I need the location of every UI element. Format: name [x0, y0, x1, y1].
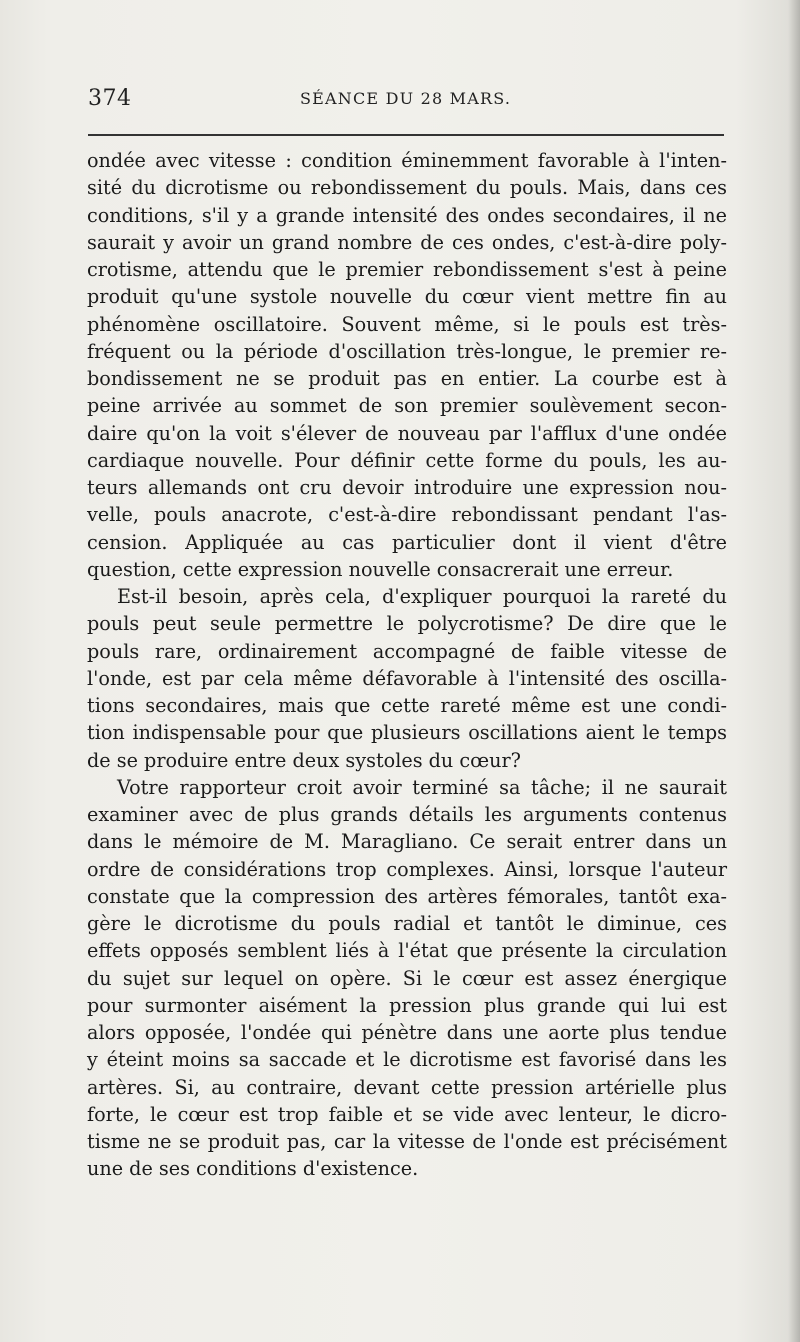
- text-line: pouls rare, ordinairement accompagné de faible vitesse de: [87, 639, 727, 663]
- text-line: y éteint moins sa saccade et le dicrotisme est favorisé dans les: [87, 1048, 727, 1072]
- text-line: Est-il besoin, après cela, d'expliquer pourquoi la rareté du: [117, 585, 727, 608]
- text-line: tion indispensable pour que plusieurs oscillations aient le temps: [87, 721, 727, 745]
- text-line: dans le mémoire de M. Maragliano. Ce serait entrer dans un: [87, 830, 727, 854]
- text-line: question, cette expression nouvelle consacrerait une erreur.: [87, 557, 674, 581]
- text-line: daire qu'on la voit s'élever de nouveau par l'afflux d'une ondée: [87, 421, 727, 445]
- text-line: constate que la compression des artères fémorales, tantôt exa-: [87, 884, 727, 908]
- text-line: examiner avec de plus grands détails les arguments contenus: [87, 803, 727, 826]
- text-line: crotisme, attendu que le premier rebondissement s'est à peine: [87, 258, 727, 281]
- text-line: peine arrivée au sommet de son premier soulèvement secon-: [87, 394, 727, 418]
- text-line: gère le dicrotisme du pouls radial et tantôt le diminue, ces: [87, 912, 727, 935]
- text-line: ordre de considérations trop complexes. Ainsi, lorsque l'auteur: [87, 857, 727, 881]
- page-header: [88, 86, 724, 118]
- text-line: velle, pouls anacrote, c'est-à-dire rebondissant pendant l'as-: [87, 503, 727, 527]
- text-line: cension. Appliquée au cas particulier dont il vient d'être: [87, 530, 727, 554]
- text-line: fréquent ou la période d'oscillation très-longue, le premier re-: [87, 339, 727, 363]
- text-line: de se produire entre deux systoles du cœur?: [87, 748, 521, 772]
- text-line: saurait y avoir un grand nombre de ces ondes, c'est-à-dire poly-: [87, 230, 727, 254]
- text-line: du sujet sur lequel on opère. Si le cœur est assez énergique: [87, 966, 727, 990]
- text-line: effets opposés semblent liés à l'état que présente la circulation: [87, 939, 727, 963]
- text-line: alors opposée, l'ondée qui pénètre dans une aorte plus tendue: [87, 1021, 727, 1044]
- text-line: une de ses conditions d'existence.: [87, 1157, 419, 1181]
- page-number: 374: [88, 86, 132, 111]
- running-head: SÉANCE DU 28 MARS.: [300, 89, 512, 108]
- text-line: ondée avec vitesse : condition éminemment favorable à l'inten-: [87, 149, 727, 172]
- body-text: [87, 147, 727, 1183]
- text-line: sité du dicrotisme ou rebondissement du pouls. Mais, dans ces: [87, 176, 727, 200]
- text-line: tisme ne se produit pas, car la vitesse de l'onde est précisément: [87, 1130, 727, 1153]
- text-line: Votre rapporteur croit avoir terminé sa tâche; il ne saurait: [117, 775, 727, 799]
- text-line: phénomène oscillatoire. Souvent même, si le pouls est très-: [87, 312, 727, 336]
- text-line: tions secondaires, mais que cette rareté même est une condi-: [87, 694, 727, 717]
- text-line: l'onde, est par cela même défavorable à l'intensité des oscilla-: [87, 666, 727, 690]
- text-line: pouls peut seule permettre le polycrotisme? De dire que le: [87, 612, 727, 636]
- text-line: artères. Si, au contraire, devant cette pression artérielle plus: [87, 1075, 727, 1099]
- text-line: conditions, s'il y a grande intensité des ondes secondaires, il ne: [87, 203, 727, 227]
- text-line: pour surmonter aisément la pression plus grande qui lui est: [87, 993, 727, 1017]
- page-edge-shadow: [788, 0, 800, 1342]
- text-line: produit qu'une systole nouvelle du cœur vient mettre fin au: [87, 285, 727, 309]
- text-line: cardiaque nouvelle. Pour définir cette forme du pouls, les au-: [87, 448, 727, 472]
- header-rule: [88, 134, 724, 136]
- text-line: bondissement ne se produit pas en entier. La courbe est à: [87, 367, 727, 390]
- text-line: teurs allemands ont cru devoir introduire une expression nou-: [87, 476, 727, 499]
- text-line: forte, le cœur est trop faible et se vide avec lenteur, le dicro-: [87, 1102, 727, 1126]
